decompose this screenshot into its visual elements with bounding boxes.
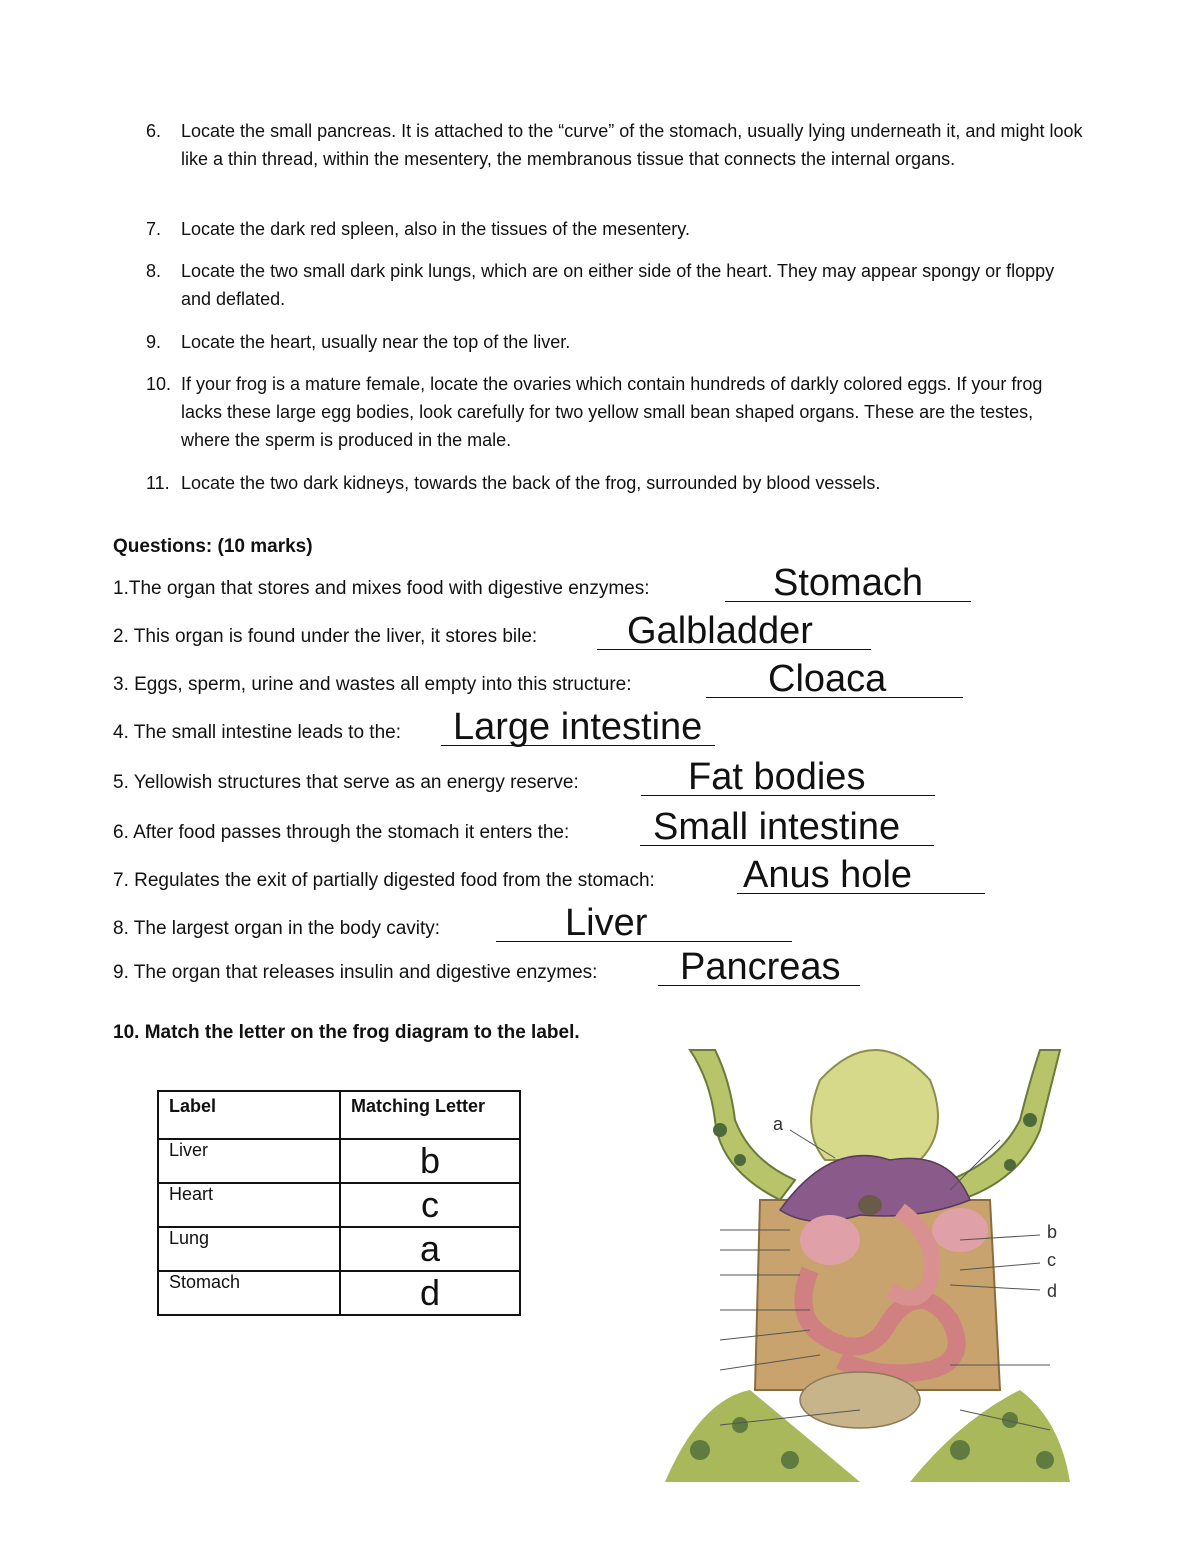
question-text: 3. Eggs, sperm, urine and wastes all empty into this structure: xyxy=(113,674,632,695)
question-9 xyxy=(113,946,1013,990)
question-1 xyxy=(113,562,1013,606)
table-row xyxy=(158,1139,520,1183)
question-text: 7. Regulates the exit of partially digested food from the stomach: xyxy=(113,870,655,891)
answer-handwritten: Fat bodies xyxy=(688,756,866,798)
step-number: 11. xyxy=(146,473,170,493)
letter-cell: d xyxy=(340,1271,520,1315)
step-number: 10. xyxy=(146,374,172,394)
question-5 xyxy=(113,756,1013,800)
question-7 xyxy=(113,854,1013,898)
label-cell: Liver xyxy=(158,1139,340,1183)
answer-handwritten: Galbladder xyxy=(627,610,813,652)
label-cell: Lung xyxy=(158,1227,340,1271)
diagram-letter-a: a xyxy=(773,1114,784,1134)
answer-handwritten: Cloaca xyxy=(768,658,887,700)
step-number: 7. xyxy=(146,219,162,239)
question-8 xyxy=(113,902,1013,946)
answer-handwritten: Stomach xyxy=(773,562,923,604)
question-3 xyxy=(113,658,1013,702)
table-row xyxy=(158,1227,520,1271)
lung-organ xyxy=(932,1208,988,1252)
step-text: Locate the heart, usually near the top of the liver. xyxy=(181,332,571,352)
lung-organ xyxy=(800,1215,860,1265)
question-text: 6. After food passes through the stomach it enters the: xyxy=(113,822,570,843)
table-header-row xyxy=(158,1091,520,1139)
label-cell: Heart xyxy=(158,1183,340,1227)
step-text: Locate the two small dark pink lungs, which are on either side of the heart. They may appear spongy or floppy and deflated. xyxy=(181,261,1055,309)
answer-handwritten: Small intestine xyxy=(653,806,901,848)
column-header-letter: Matching Letter xyxy=(340,1091,520,1139)
letter-cell: b xyxy=(340,1139,520,1183)
answer-handwritten: Anus hole xyxy=(743,854,913,896)
answer-handwritten: Liver xyxy=(565,902,648,944)
letter-cell: c xyxy=(340,1183,520,1227)
question-2 xyxy=(113,610,1013,654)
question-text: 4. The small intestine leads to the: xyxy=(113,722,401,743)
question-10: 10. Match the letter on the frog diagram to the label. xyxy=(113,1022,580,1043)
bladder-organ xyxy=(800,1372,920,1428)
question-text: 9. The organ that releases insulin and digestive enzymes: xyxy=(113,962,598,983)
diagram-letter-c: c xyxy=(1047,1250,1056,1270)
step-number: 9. xyxy=(146,332,162,352)
step-number: 8. xyxy=(146,261,162,281)
question-6 xyxy=(113,806,1013,850)
table-row xyxy=(158,1271,520,1315)
step-number: 6. xyxy=(146,121,162,141)
answer-handwritten: Pancreas xyxy=(680,946,841,988)
heart-organ xyxy=(858,1195,882,1215)
right-arm xyxy=(950,1050,1060,1200)
step-text: Locate the dark red spleen, also in the tissues of the mesentery. xyxy=(181,219,690,239)
column-header-label: Label xyxy=(158,1091,340,1139)
question-text: 5. Yellowish structures that serve as an energy reserve: xyxy=(113,772,579,793)
matching-table xyxy=(157,1090,521,1316)
letter-cell: a xyxy=(340,1227,520,1271)
question-4 xyxy=(113,706,1013,750)
question-text: 2. This organ is found under the liver, it stores bile: xyxy=(113,626,538,647)
label-cell: Stomach xyxy=(158,1271,340,1315)
questions-heading: Questions: (10 marks) xyxy=(113,536,313,557)
question-text: 1.The organ that stores and mixes food with digestive enzymes: xyxy=(113,578,650,599)
frog-head xyxy=(811,1050,938,1160)
diagram-letter-b: b xyxy=(1047,1222,1058,1242)
step-text: Locate the two dark kidneys, towards the back of the frog, surrounded by blood vessels. xyxy=(181,473,881,493)
step-text: Locate the small pancreas. It is attached to the “curve” of the stomach, usually lying underneath it, and might look like a thin thread, within the mesentery, the membranous tissue that connects the internal organs. xyxy=(181,121,1083,169)
answer-handwritten: Large intestine xyxy=(453,706,703,748)
frog-dissection-diagram xyxy=(660,1020,1090,1482)
table-row xyxy=(158,1183,520,1227)
question-text: 8. The largest organ in the body cavity: xyxy=(113,918,441,939)
diagram-letter-d: d xyxy=(1047,1281,1058,1301)
step-text: If your frog is a mature female, locate the ovaries which contain hundreds of darkly colored eggs. If your frog lacks these large egg bodies, look carefully for two yellow small bean shaped organs. These are the testes, where the sperm is produced in the male. xyxy=(181,374,1043,450)
